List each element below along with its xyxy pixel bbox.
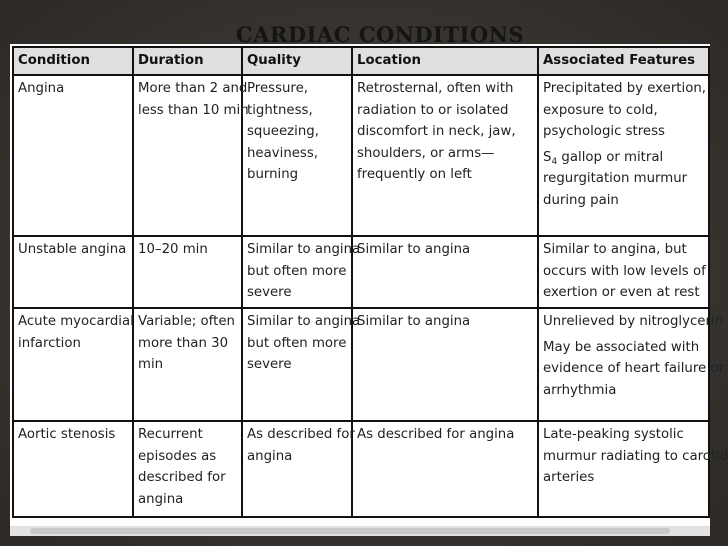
cell-quality — [242, 75, 352, 236]
cell-line: during pain — [543, 192, 619, 208]
cell-duration — [133, 236, 242, 308]
header-condition: Condition — [13, 47, 133, 75]
table-row-aortic-stenosis — [13, 421, 709, 517]
cell-line: 10–20 min — [138, 242, 208, 257]
cell-line: Similar to angina — [247, 242, 361, 257]
table-header-row — [13, 47, 709, 75]
cell-line: episodes as — [138, 448, 217, 464]
cell-line: Unrelieved by nitroglycerin — [543, 314, 724, 329]
cell-line: but often more — [247, 263, 347, 279]
cell-line: frequently on left — [357, 167, 472, 182]
cardiac-conditions-table — [12, 46, 728, 518]
cell-quality — [242, 308, 361, 421]
cell-line: but often more — [247, 335, 347, 351]
cell-associated-features — [538, 421, 728, 517]
cell-location — [352, 308, 538, 421]
cell-line: less than 10 min — [138, 102, 249, 118]
cell-location — [352, 75, 538, 236]
table-row-unstable-angina — [13, 236, 709, 308]
cell-line: occurs with low levels of — [543, 263, 706, 279]
slide-title: CARDIAC CONDITIONS — [235, 22, 525, 47]
cell-associated-features — [538, 308, 725, 421]
cell-line: Late-peaking systolic — [543, 427, 684, 442]
cell-line: heaviness, — [247, 145, 319, 161]
cell-line — [543, 147, 704, 169]
s4-subscript: 4 — [551, 156, 558, 167]
cell-condition — [13, 236, 133, 308]
cell-line: exertion or even at rest — [543, 285, 700, 300]
table-row-acute-myocardial-infarction — [13, 308, 709, 421]
cell-line: arrhythmia — [543, 382, 617, 398]
cell-line: infarction — [18, 335, 81, 351]
cell-line: Recurrent — [138, 427, 203, 442]
header-location: Location — [352, 47, 538, 75]
cell-line: As described for angina — [357, 427, 515, 442]
table-row-angina — [13, 75, 709, 236]
cell-line: shoulders, or arms— — [357, 145, 495, 161]
cell-line: Similar to angina, but — [543, 242, 687, 257]
cell-line: radiation to or isolated — [357, 102, 509, 118]
cell-line: squeezing, — [247, 124, 319, 139]
header-quality: Quality — [242, 47, 352, 75]
cell-line: more than 30 — [138, 335, 229, 351]
cell-line: Retrosternal, often with — [357, 81, 514, 96]
cell-associated-features — [538, 236, 709, 308]
header-duration: Duration — [133, 47, 242, 75]
cell-line: Similar to angina — [247, 314, 361, 329]
cell-line: arteries — [543, 470, 595, 485]
cell-line: exposure to cold, — [543, 102, 658, 118]
cell-condition — [13, 75, 133, 236]
cell-line: severe — [247, 357, 292, 372]
cell-location — [352, 236, 538, 308]
cell-line: Precipitated by exertion, — [543, 81, 706, 96]
cell-line: tightness, — [247, 102, 313, 118]
cell-line: angina — [247, 448, 293, 464]
cell-line: severe — [247, 285, 292, 300]
cell-location — [352, 421, 538, 517]
cell-line: Pressure, — [247, 81, 309, 96]
s4-rest: gallop or mitral — [557, 149, 664, 165]
cell-line: May be associated with — [543, 339, 700, 355]
cell-line: discomfort in neck, jaw, — [357, 124, 516, 139]
header-associated-features: Associated Features — [538, 47, 709, 75]
cell-line: burning — [247, 167, 299, 182]
horizontal-scrollbar[interactable] — [30, 528, 670, 534]
cell-line: Similar to angina — [357, 242, 471, 257]
cell-quality — [242, 421, 355, 517]
cell-duration — [133, 75, 249, 236]
cell-line: described for — [138, 470, 226, 485]
cell-condition — [13, 421, 133, 517]
cell-line: angina — [138, 491, 184, 507]
s4-letter: S — [543, 149, 552, 165]
cell-duration — [133, 308, 242, 421]
cell-line: evidence of heart failure or — [543, 361, 725, 376]
cell-line: regurgitation murmur — [543, 171, 688, 186]
cell-line: min — [138, 357, 164, 372]
cell-associated-features — [538, 75, 709, 236]
cell-line: More than 2 and — [138, 81, 248, 96]
cell-line: Similar to angina — [357, 314, 471, 329]
cell-line: murmur radiating to carotid — [543, 448, 728, 464]
cell-line: Variable; often — [138, 314, 235, 329]
cell-line: Aortic stenosis — [18, 427, 116, 442]
cell-line: Unstable angina — [18, 242, 127, 257]
cell-duration — [133, 421, 242, 517]
cell-line: Acute myocardial — [18, 314, 134, 329]
cell-quality — [242, 236, 361, 308]
cell-line: Angina — [18, 81, 65, 96]
cell-condition — [13, 308, 133, 421]
cell-line: As described for — [247, 427, 355, 442]
cell-line: psychologic stress — [543, 124, 665, 139]
